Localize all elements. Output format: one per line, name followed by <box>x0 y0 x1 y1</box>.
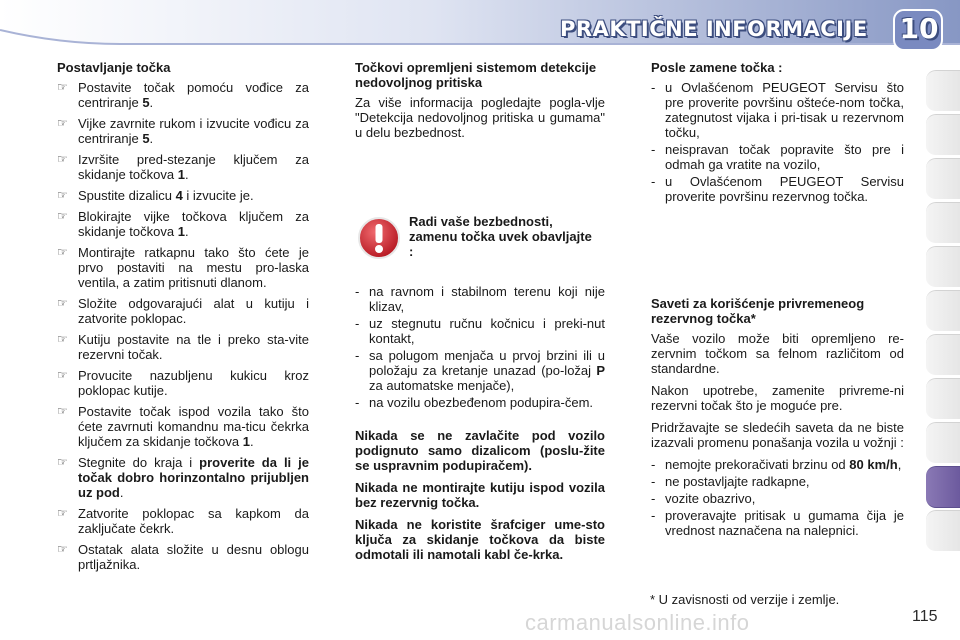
pointing-hand-icon: ☞ <box>57 368 68 382</box>
chapter-title: PRAKTIČNE INFORMACIJE <box>560 17 868 41</box>
item-text: . <box>119 485 124 500</box>
list-item <box>57 455 309 500</box>
paragraph: Vaše vozilo može biti opremljeno re-zervnim točkom sa felnom različitom od standardne. <box>651 331 904 376</box>
chapter-tabs <box>926 70 960 580</box>
list-item <box>355 316 605 346</box>
chapter-tab[interactable] <box>926 378 960 420</box>
item-text: Spustite dizalicu <box>78 188 176 203</box>
list-item <box>57 245 309 290</box>
pointing-hand-icon: ☞ <box>57 80 68 94</box>
item-text: nemojte prekoračivati brzinu od <box>665 457 850 472</box>
list-item <box>651 508 904 538</box>
item-text: Postavite točak pomoću vođice za centriranje <box>78 80 309 110</box>
list-item <box>651 491 904 506</box>
paragraph: Pridržavajte se sledećih saveta da ne biste izazvali promenu ponašanja vozila u vožnji : <box>651 420 904 450</box>
list-item <box>651 80 904 140</box>
item-text: . <box>149 131 154 146</box>
warning-paragraph: Nikada ne koristite šrafciger ume-sto ključa za skidanje točkova da biste odmotali ili namotali kabl če-krka. <box>355 517 605 562</box>
list-item <box>57 542 309 572</box>
chapter-number: 10 <box>899 12 939 45</box>
item-text: Vijke zavrnite rukom i izvucite vođicu za centriranje <box>78 116 309 146</box>
item-text: i izvucite je. <box>182 188 254 203</box>
section-heading: Točkovi opremljeni sistemom detekcije nedovoljnog pritiska <box>355 60 597 90</box>
dash-marker: - <box>651 508 656 523</box>
dash-marker: - <box>651 142 656 157</box>
instruction-list <box>57 80 309 572</box>
emphasis-text: 5 <box>142 95 150 110</box>
item-text: . <box>184 224 189 239</box>
list-item <box>355 395 605 410</box>
list-item <box>355 284 605 314</box>
list-item <box>57 209 309 239</box>
item-text: na ravnom i stabilnom terenu koji nije klizav, <box>369 284 605 314</box>
pointing-hand-icon: ☞ <box>57 188 68 202</box>
page-number: 115 <box>912 608 938 625</box>
pointing-hand-icon: ☞ <box>57 245 68 259</box>
item-text: Postavite točak ispod vozila tako što ćete zavrnuti komandnu ma-ticu čekrka ključem za skidanje točkova <box>78 404 309 449</box>
footnote: * U zavisnosti od verzije i zemlje. <box>650 592 840 607</box>
item-text: za automatske menjače), <box>369 378 515 393</box>
chapter-tab-active[interactable] <box>926 466 960 508</box>
chapter-tab[interactable] <box>926 290 960 332</box>
section-heading: Posle zamene točka : <box>651 60 783 75</box>
item-text: . <box>249 434 254 449</box>
after-change-list <box>651 80 904 204</box>
paragraph: Nakon upotrebe, zamenite privreme-ni rezervni točak što je moguće pre. <box>651 383 904 413</box>
dash-marker: - <box>651 80 656 95</box>
warning-exclamation-icon <box>357 216 401 260</box>
watermark: carmanualsonline.info <box>525 610 750 635</box>
list-item <box>651 142 904 172</box>
column-pressure-detection <box>355 60 605 569</box>
dash-marker: - <box>651 474 656 489</box>
emphasis-text: 1 <box>177 224 185 239</box>
item-text: neispravan točak popravite što pre i odmah ga vratite na vozilo, <box>665 142 904 172</box>
pointing-hand-icon: ☞ <box>57 332 68 346</box>
pointing-hand-icon: ☞ <box>57 209 68 223</box>
list-item <box>57 188 309 203</box>
pointing-hand-icon: ☞ <box>57 506 68 520</box>
list-item <box>57 116 309 146</box>
item-text: na vozilu obezbeđenom podupira-čem. <box>369 395 594 410</box>
tips-list <box>651 457 904 538</box>
pointing-hand-icon: ☞ <box>57 404 68 418</box>
dash-marker: - <box>651 174 656 189</box>
list-item <box>57 332 309 362</box>
list-item <box>355 348 605 393</box>
chapter-tab[interactable] <box>926 246 960 288</box>
list-item <box>57 80 309 110</box>
list-item <box>57 404 309 449</box>
emphasis-text: proverite da li je točak dobro horinzontalno prijubljen uz pod <box>78 455 309 500</box>
dash-marker: - <box>355 284 360 299</box>
warning-paragraph: Nikada ne montirajte kutiju ispod vozila bez rezervnig točka. <box>355 480 605 510</box>
pointing-hand-icon: ☞ <box>57 455 68 469</box>
item-text: Provucite nazubljenu kukicu kroz poklopac kutije. <box>78 368 309 398</box>
item-text: . <box>184 167 189 182</box>
emphasis-text: 80 km/h <box>849 457 898 472</box>
chapter-tab[interactable] <box>926 114 960 156</box>
list-item <box>651 174 904 204</box>
emphasis-text: P <box>596 363 605 378</box>
pointing-hand-icon: ☞ <box>57 152 68 166</box>
dash-marker: - <box>355 348 360 363</box>
list-item <box>651 457 904 472</box>
column-after-change <box>651 60 904 544</box>
dash-marker: - <box>651 457 656 472</box>
list-item <box>57 368 309 398</box>
list-item <box>57 296 309 326</box>
item-text: . <box>149 95 154 110</box>
item-text: Blokirajte vijke točkova ključem za skidanje točkova <box>78 209 309 239</box>
safety-warning <box>355 210 605 266</box>
emphasis-text: 5 <box>142 131 150 146</box>
dash-marker: - <box>651 491 656 506</box>
conditions-list <box>355 284 605 410</box>
chapter-tab[interactable] <box>926 510 960 552</box>
chapter-tab[interactable] <box>926 202 960 244</box>
pointing-hand-icon: ☞ <box>57 296 68 310</box>
emphasis-text: 1 <box>242 434 250 449</box>
warning-paragraph: Nikada se ne zavlačite pod vozilo podignuto samo dizalicom (poslu-žite se uspravnim podupiračem). <box>355 428 605 473</box>
item-text: u Ovlašćenom PEUGEOT Servisu proverite površinu rezervnog točka. <box>665 174 904 204</box>
item-text: Ostatak alata složite u desnu oblogu prtljažnika. <box>78 542 309 572</box>
emphasis-text: 4 <box>175 188 183 203</box>
dash-marker: - <box>355 316 360 331</box>
item-text: vozite obazrivo, <box>665 491 756 506</box>
chapter-tab[interactable] <box>926 158 960 200</box>
chapter-tab[interactable] <box>926 422 960 464</box>
item-text: proveravajte pritisak u gumama čija je vrednost naznačena na nalepnici. <box>665 508 904 538</box>
item-text: Montirajte ratkapnu tako što ćete je prvo postaviti na mestu pro-laska ventila, a zatim pritisnuti dlanom. <box>78 245 309 290</box>
item-text: Složite odgovarajući alat u kutiju i zatvorite poklopac. <box>78 296 309 326</box>
section-heading: Saveti za korišćenje privremeneog rezervnog točka* <box>651 296 865 326</box>
item-text: u Ovlašćenom PEUGEOT Servisu što pre proverite površinu ošteće-nom točka, zategnutost vijaka i pri-tisak u rezervnom točku, <box>665 80 904 140</box>
column-wheel-fitting <box>57 60 309 578</box>
pointing-hand-icon: ☞ <box>57 542 68 556</box>
chapter-tab[interactable] <box>926 70 960 112</box>
item-text: , <box>897 457 902 472</box>
emphasis-text: 1 <box>177 167 185 182</box>
warning-title: Radi vaše bezbednosti, zamenu točka uvek obavljajte : <box>409 214 592 259</box>
item-text: sa polugom menjača u prvoj brzini ili u položaju za kretanje unazad (po-ložaj <box>369 348 605 378</box>
section-heading: Postavljanje točka <box>57 60 171 75</box>
item-text: Kutiju postavite na tle i preko sta-vite rezervni točak. <box>78 332 309 362</box>
item-text: Zatvorite poklopac sa kapkom da zaključate čekrk. <box>78 506 309 536</box>
pointing-hand-icon: ☞ <box>57 116 68 130</box>
dash-marker: - <box>355 395 360 410</box>
item-text: Stegnite do kraja i <box>78 455 200 470</box>
chapter-tab[interactable] <box>926 334 960 376</box>
list-item <box>57 506 309 536</box>
list-item <box>651 474 904 489</box>
item-text: uz stegnutu ručnu kočnicu i preki-nut kontakt, <box>369 316 605 346</box>
item-text: ne postavljajte radkapne, <box>665 474 810 489</box>
item-text: Izvršite pred-stezanje ključem za skidanje točkova <box>78 152 309 182</box>
intro-paragraph: Za više informacija pogledajte pogla-vlje "Detekcija nedovoljnog pritiska u gumama" u delu bezbednost. <box>355 95 605 140</box>
list-item <box>57 152 309 182</box>
